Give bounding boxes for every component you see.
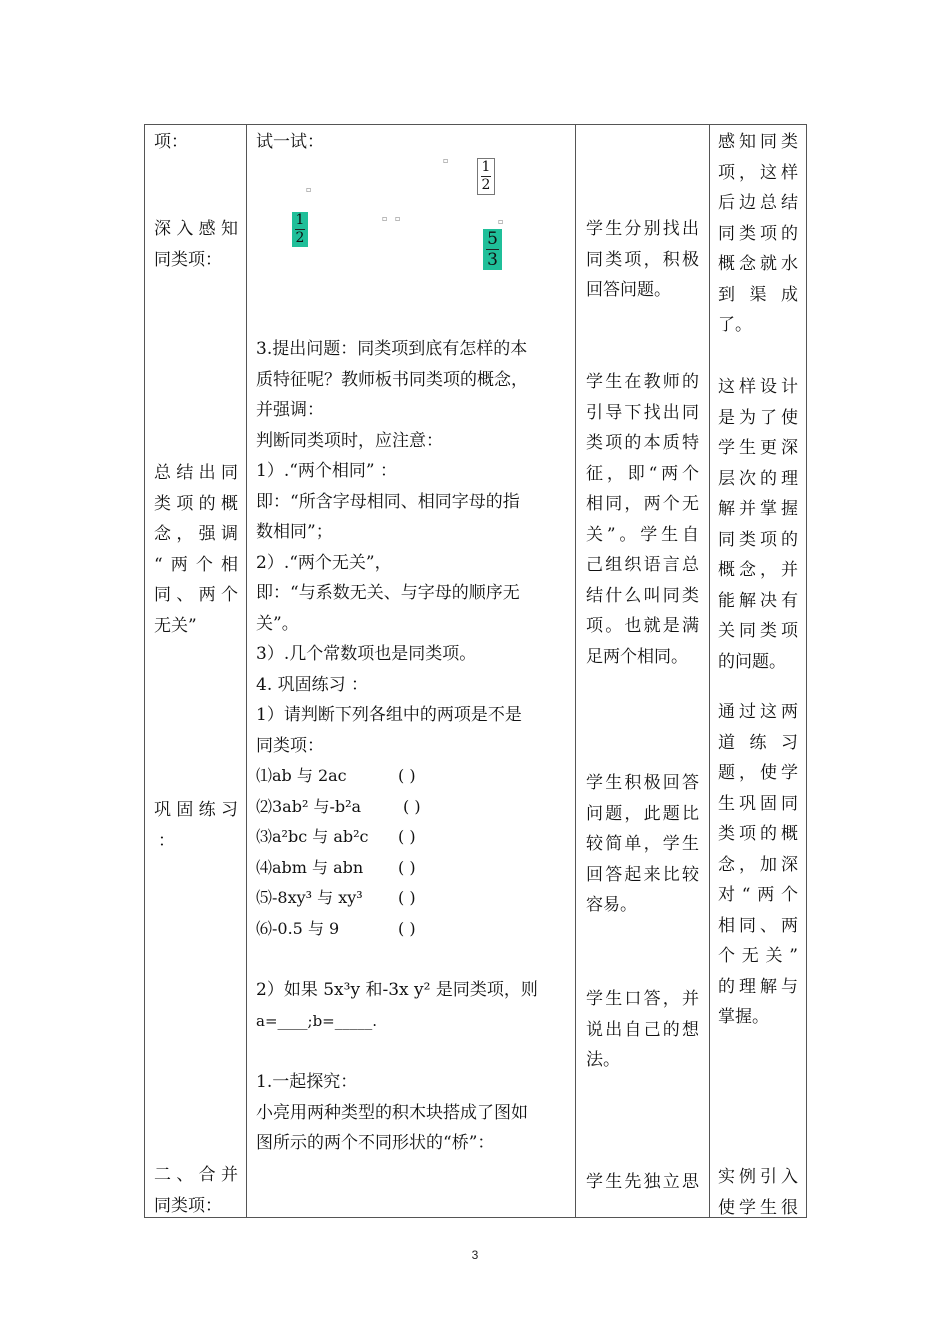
intent-line: 的问题。 [718,651,786,672]
table-bottom-border [144,1217,807,1218]
activity-line: 学生分别找出 [586,219,699,239]
activity-line: 学生在教师的 [586,372,699,392]
intent-line: 掌握。 [718,1007,769,1027]
student-activity-1 [586,214,699,306]
fraction-denominator: 2 [295,230,305,246]
intent-line: 念，加深 [718,854,798,875]
intent-line: 的理解与 [718,976,798,997]
activity-line: 项。也就是满 [586,616,699,636]
exercise-expression: ⑶a²bc 与 ab²c [256,827,369,846]
intent-line: 关同类项 [718,621,798,641]
activity-line: 回答问题。 [586,280,671,300]
activity-line: 容易。 [586,895,637,915]
lesson-line: 1）请判断下列各组中的两项是不是 [256,705,522,725]
stage-label-practice [154,795,238,856]
intent-line: 概念，并 [718,560,798,580]
answer-blank: ( ) [403,796,421,816]
exercise-item [256,853,421,884]
activity-line: 关”。学生自 [586,524,699,545]
intent-line: 同类项的 [718,223,798,244]
exercise-item [256,883,421,914]
placeholder-mark: ▫ [306,185,312,194]
explore-line: 1.一起探究： [256,1072,358,1092]
intent-line: 是为了使 [718,407,798,428]
fraction-numerator: 1 [295,212,305,228]
lesson-line: 判断同类项时，应注意： [256,430,443,451]
exercise-item [256,792,421,823]
lesson-line: 3.提出问题：同类项到底有怎样的本 [256,339,528,359]
design-intent-4 [718,1162,798,1223]
lesson-line: 关”。 [256,613,299,634]
activity-line: 法。 [586,1050,620,1070]
intent-line: 能解决有 [718,590,798,611]
stage-label-text: 项： [154,132,188,152]
intent-line: 类项的概 [718,824,798,844]
column-divider-2 [575,124,576,1218]
intent-line: 了。 [718,315,752,335]
intent-line: 使学生很 [718,1197,798,1218]
exercise-expression: ⑹-0.5 与 9 [256,918,340,938]
student-activity-3 [586,768,699,921]
stage-label-line: 同、两个 [154,585,238,605]
stage-label-line: 总结出同 [154,463,238,483]
try-title [256,127,324,158]
question-line: 2）如果 5x³y 和-3x y² 是同类项，则 [256,980,538,1000]
activity-line: 己组织语言总 [586,555,699,575]
student-activity-5 [586,1167,699,1198]
intent-line: 通过这两 [718,702,798,722]
lesson-line: 1）.“两个相同” ： [256,461,398,481]
intent-line: 层次的理 [718,468,798,489]
activity-line: 说出自己的想 [586,1019,699,1040]
stage-label-line: 类项的概 [154,493,238,514]
explore-line: 小亮用两种类型的积木块搭成了图如 [256,1102,528,1123]
intent-line: 对“两个 [718,885,798,905]
activity-line: 引导下找出同 [586,402,699,423]
student-activity-4 [586,984,699,1076]
explore-line: 图所示的两个不同形状的“桥”： [256,1133,495,1153]
lesson-body [256,334,528,761]
activity-line: 学生积极回答 [586,773,699,793]
intent-line: 实例引入 [718,1167,798,1187]
intent-line: 概念就水 [718,254,798,274]
answer-blank: ( ) [398,888,416,907]
lesson-line: 并强调： [256,400,324,420]
fraction-numerator: 1 [481,159,491,175]
intent-line: 同类项的 [718,529,798,550]
exercise-expression: ⑸-8xy³ 与 xy³ [256,888,363,907]
intent-line: 项，这样 [718,162,798,183]
stage-label-perceive [154,214,238,275]
lesson-line: 质特征呢？教师板书同类项的概念， [256,369,528,390]
design-intent-3 [718,697,798,1033]
table-right-border [806,124,807,1218]
intent-line: 生巩固同 [718,793,798,814]
answer-blank: ( ) [398,918,416,938]
try-title-text: 试一试： [256,132,324,152]
column-divider-3 [709,124,710,1218]
placeholder-mark: ▫ [498,217,504,226]
exercise-expression: ⑷abm 与 abn [256,857,364,877]
intent-line: 感知同类 [718,132,798,152]
question-line: a=____;b=_____. [256,1011,378,1030]
activity-line: 相同，两个无 [586,494,699,514]
stage-label-line: 同类项： [154,1195,222,1216]
intent-line: 这样设计 [718,377,798,397]
fraction-one-half-boxed [477,158,495,195]
table-top-border [144,124,807,125]
intent-line: 到渠成 [718,284,798,305]
fraction-denominator: 2 [481,177,491,193]
lesson-line: 即：“所含字母相同、相同字母的指 [256,491,520,512]
design-intent-1 [718,127,798,341]
placeholder-mark: ▫ [382,214,388,223]
lesson-line: 数相同”； [256,522,333,542]
exercise-item [256,822,421,853]
placeholder-mark: ▫ [443,156,449,165]
fraction-denominator: 3 [487,250,498,270]
stage-label-line: 二、合并 [154,1165,238,1185]
answer-blank: ( ) [398,827,416,846]
intent-line: 后边总结 [718,193,798,213]
fraction-numerator: 5 [487,229,498,249]
intent-line: 题，使学 [718,763,798,783]
answer-blank: ( ) [398,857,416,877]
lesson-line: 3）.几个常数项也是同类项。 [256,644,477,664]
intent-line: 解并掌握 [718,499,798,519]
fraction-five-thirds-highlight [483,229,502,270]
intent-line: 道练习 [718,732,798,753]
lesson-line: 同类项： [256,735,324,756]
table-left-border [144,124,145,1218]
exercise-expression: ⑴ab 与 2ac [256,766,347,785]
intent-line: 个无关” [718,946,798,966]
lesson-line: 2）.“两个无关”， [256,552,392,573]
explore-section [256,1067,528,1159]
lesson-line: 4. 巩固练习 ： [256,674,369,695]
answer-blank: ( ) [398,766,416,785]
activity-line: 回答起来比较 [586,864,699,885]
stage-label-line: 无关” [154,615,197,636]
activity-line: 足两个相同。 [586,646,688,667]
stage-label-combine [154,1160,238,1221]
exercise-item [256,761,421,792]
stage-label-line: ： [158,830,175,851]
exercise-list [256,761,421,944]
lesson-line: 即：“与系数无关、与字母的顺序无 [256,583,520,603]
exercise-expression: ⑵3ab² 与-b²a [256,796,362,816]
activity-line: 学生先独立思 [586,1172,699,1192]
stage-label-item [154,127,188,158]
activity-line: 类项的本质特 [586,433,699,453]
column-divider-1 [246,124,247,1218]
activity-line: 较简单，学生 [586,834,699,854]
activity-line: 学生口答，并 [586,989,699,1009]
design-intent-2 [718,372,798,677]
exercise-item [256,914,421,945]
stage-label-line: “两个相 [154,554,238,575]
intent-line: 学生更深 [718,438,798,458]
activity-line: 问题，此题比 [586,803,699,824]
student-activity-2 [586,367,699,672]
question-2 [256,975,538,1036]
stage-label-line: 巩固练习 [154,800,238,820]
page-number: 3 [471,1248,479,1262]
activity-line: 征，即“两个 [586,463,699,484]
stage-label-summary [154,458,238,641]
intent-line: 相同、两 [718,915,798,936]
stage-label-line: 深入感知 [154,219,238,239]
fraction-one-half-highlight [292,212,308,247]
placeholder-mark: ▫ [395,214,401,223]
stage-label-line: 同类项： [154,249,222,270]
activity-line: 同类项，积极 [586,249,699,270]
activity-line: 结什么叫同类 [586,585,699,606]
stage-label-line: 念，强调 [154,524,238,544]
